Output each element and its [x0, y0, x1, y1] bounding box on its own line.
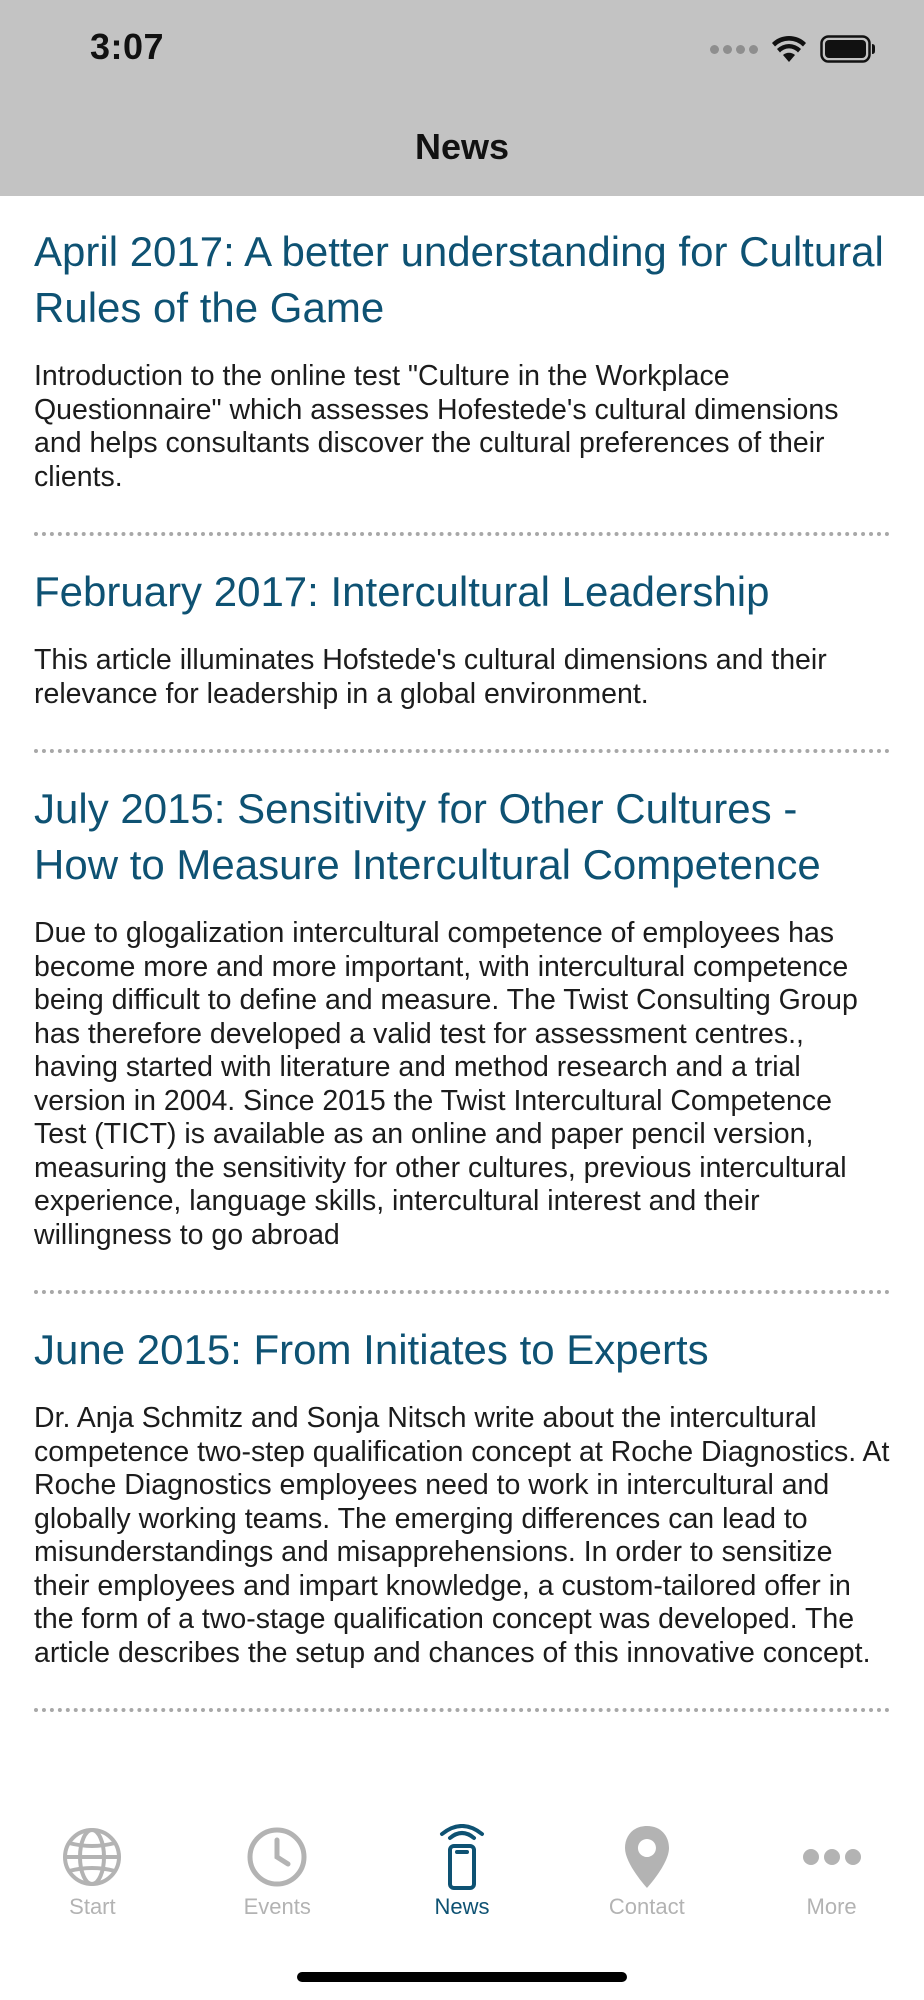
news-item-body: Due to glogalization intercultural competence of employees has become more and more important, with intercultural competence being difficult to define and measure. The Twist Consulting Group has therefore developed a valid test for assessment centres., having started with literature and method research and a trial version in 2004. Since 2015 the Twist Intercultural Competence Test (TICT) is available as an online and paper pencil version, measuring the sensitivity for other cultures, previous intercultural experience, language skills, intercultural interest and their willingness to go abroad [34, 917, 858, 1251]
status-icons [710, 32, 876, 66]
home-indicator[interactable] [297, 1972, 627, 1982]
news-list[interactable] [0, 196, 924, 1806]
news-item[interactable] [34, 536, 890, 753]
battery-icon [820, 35, 876, 63]
tab-contact[interactable] [554, 1806, 739, 1922]
antenna-phone-icon [434, 1824, 490, 1890]
tab-label: More [806, 1894, 857, 1919]
tab-label: Contact [608, 1894, 685, 1919]
news-item-title[interactable]: July 2015: Sensitivity for Other Cultures - How to Measure Intercultural Competence [34, 785, 821, 888]
news-item-body: This article illuminates Hofstede's cultural dimensions and their relevance for leadership in a global environment. [34, 644, 827, 710]
tab-news[interactable] [370, 1806, 555, 1922]
wifi-icon [772, 35, 806, 63]
news-item-title[interactable]: April 2017: A better understanding for Cultural Rules of the Game [34, 228, 884, 331]
news-item-body: Introduction to the online test "Culture in the Workplace Questionnaire" which assesses Hofestede's cultural dimensions and helps consultants discover the cultural preferences of their clients. [34, 360, 839, 493]
tab-label: News [434, 1894, 490, 1919]
tab-events[interactable] [185, 1806, 370, 1922]
tab-more[interactable] [739, 1806, 924, 1922]
news-item-title[interactable]: February 2017: Intercultural Leadership [34, 568, 770, 615]
news-item-body: Dr. Anja Schmitz and Sonja Nitsch write about the intercultural competence two-step qualification concept at Roche Diagnostics. At Roche Diagnostics employees need to work in intercultural and globally working teams. The emerging differences can lead to misunderstandings and misapprehensions. In order to sensitize their employees and impart knowledge, a custom-tailored offer in the form of a two-stage qualification concept was developed. The article describes the setup and chances of this innovative concept. [34, 1402, 890, 1669]
cellular-signal-icon [710, 45, 758, 54]
clock-icon [246, 1826, 308, 1888]
news-item[interactable] [34, 753, 890, 1294]
more-dots-icon [802, 1847, 862, 1867]
tab-label: Start [69, 1894, 116, 1919]
map-pin-icon [622, 1824, 672, 1890]
news-item-title[interactable]: June 2015: From Initiates to Experts [34, 1326, 709, 1373]
tab-label: Events [243, 1894, 311, 1919]
top-bar [0, 0, 924, 196]
news-item[interactable] [34, 196, 890, 536]
page-title: News [414, 126, 510, 167]
tab-bar [0, 1806, 924, 2000]
status-time: 3:07 [90, 26, 165, 67]
tab-start[interactable] [0, 1806, 185, 1922]
news-item[interactable] [34, 1294, 890, 1712]
globe-icon [61, 1826, 123, 1888]
